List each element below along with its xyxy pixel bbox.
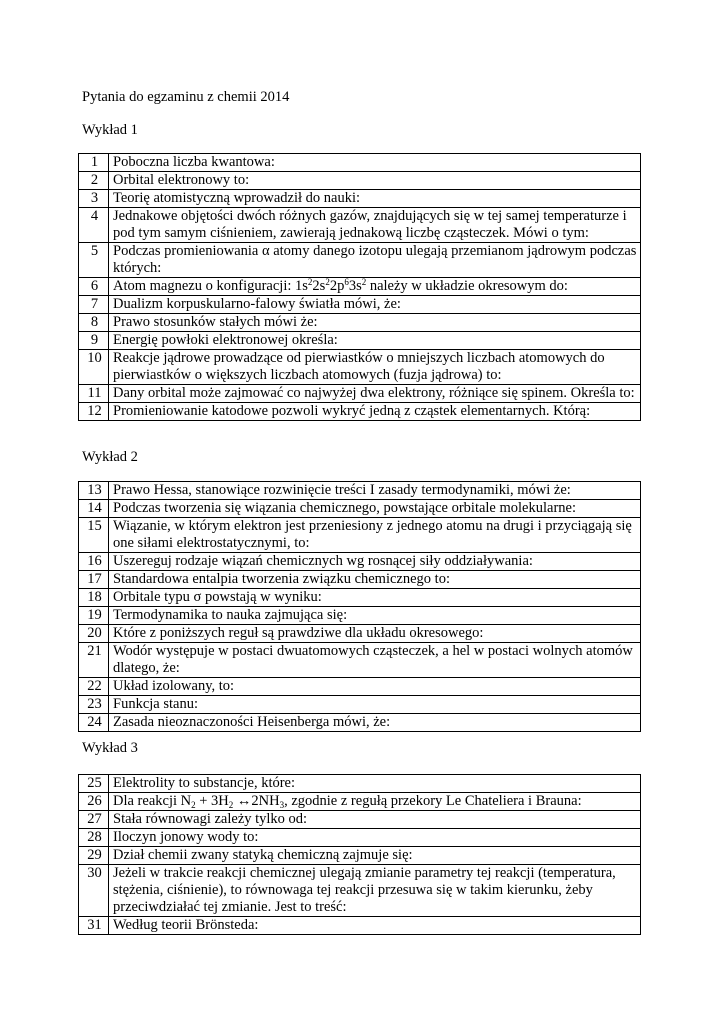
question-number: 23	[79, 696, 109, 714]
question-text-part: 3s	[348, 278, 362, 294]
question-text-part: należy w układzie okresowym do:	[366, 278, 568, 294]
question-text-part: Dla reakcji N	[113, 793, 192, 809]
question-text: Poboczna liczba kwantowa:	[109, 154, 641, 172]
question-number: 26	[79, 793, 109, 811]
question-number: 16	[79, 553, 109, 571]
question-row-31	[79, 917, 641, 935]
question-text-part: + 3H	[195, 793, 229, 809]
question-text: Promieniowanie katodowe pozwoli wykryć jedną z cząstek elementarnych. Którą:	[109, 403, 641, 421]
question-number: 28	[79, 829, 109, 847]
question-row-7	[79, 296, 641, 314]
question-text: Uszereguj rodzaje wiązań chemicznych wg rosnącej siły oddziaływania:	[109, 553, 641, 571]
question-number: 1	[79, 154, 109, 172]
question-text: Wiązanie, w którym elektron jest przeniesiony z jednego atomu na drugi i przyciągają się one siłami elektrostatycznymi, to:	[109, 518, 641, 553]
question-number: 21	[79, 643, 109, 678]
lecture-3-heading: Wykład 3	[82, 740, 138, 756]
question-row-9	[79, 332, 641, 350]
question-text	[109, 793, 641, 811]
question-row-19	[79, 607, 641, 625]
question-text: Które z poniższych reguł są prawdziwe dla układu okresowego:	[109, 625, 641, 643]
question-text-part: 2s	[312, 278, 326, 294]
question-number: 6	[79, 278, 109, 296]
question-text: Reakcje jądrowe prowadzące od pierwiastków o mniejszych liczbach atomowych do pierwiastków o większych liczbach atomowych (fuzja jądrowa) to:	[109, 350, 641, 385]
question-text: Stała równowagi zależy tylko od:	[109, 811, 641, 829]
question-row-14	[79, 500, 641, 518]
question-row-25	[79, 775, 641, 793]
lecture-2-table	[78, 481, 641, 732]
question-number: 30	[79, 865, 109, 917]
question-number: 5	[79, 243, 109, 278]
document-title: Pytania do egzaminu z chemii 2014	[82, 89, 290, 105]
question-text: Prawo Hessa, stanowiące rozwinięcie treści I zasady termodynamiki, mówi że:	[109, 482, 641, 500]
question-text: Układ izolowany, to:	[109, 678, 641, 696]
question-row-28	[79, 829, 641, 847]
lecture-2-heading: Wykład 2	[82, 449, 138, 465]
question-row-17	[79, 571, 641, 589]
question-text: Orbitale typu σ powstają w wyniku:	[109, 589, 641, 607]
question-row-22	[79, 678, 641, 696]
question-row-13	[79, 482, 641, 500]
question-row-2	[79, 172, 641, 190]
question-text: Zasada nieoznaczoności Heisenberga mówi, że:	[109, 714, 641, 732]
question-text-part: Atom magnezu o konfiguracji: 1s	[113, 278, 308, 294]
question-number: 18	[79, 589, 109, 607]
lecture-1-table	[78, 153, 641, 421]
question-row-30	[79, 865, 641, 917]
superscript: 6	[344, 277, 349, 287]
question-number: 3	[79, 190, 109, 208]
question-number: 12	[79, 403, 109, 421]
lecture-1-heading: Wykład 1	[82, 122, 138, 138]
question-text-part: ↔2NH	[233, 793, 280, 809]
question-number: 13	[79, 482, 109, 500]
question-text: Jednakowe objętości dwóch różnych gazów, znajdujących się w tej samej temperaturze i pod tym samym ciśnieniem, zawierają jednakową liczbę cząsteczek. Mówi o tym:	[109, 208, 641, 243]
question-text: Teorię atomistyczną wprowadził do nauki:	[109, 190, 641, 208]
question-text	[109, 278, 641, 296]
question-row-1	[79, 154, 641, 172]
question-text: Funkcja stanu:	[109, 696, 641, 714]
question-number: 20	[79, 625, 109, 643]
question-number: 27	[79, 811, 109, 829]
question-text: Energię powłoki elektronowej określa:	[109, 332, 641, 350]
question-row-18	[79, 589, 641, 607]
question-text: Jeżeli w trakcie reakcji chemicznej ulegają zmianie parametry tej reakcji (temperatura, stężenia, ciśnienie), to równowaga tej reakcji przesuwa się w takim kierunku, żeby przeciwdziałać tej zmianie. Jest to treść:	[109, 865, 641, 917]
question-row-3	[79, 190, 641, 208]
lecture-3-table	[78, 774, 641, 935]
question-number: 29	[79, 847, 109, 865]
question-text: Standardowa entalpia tworzenia związku chemicznego to:	[109, 571, 641, 589]
question-number: 17	[79, 571, 109, 589]
question-text-part: , zgodnie z regułą przekory Le Chateliera i Brauna:	[284, 793, 582, 809]
question-text: Według teorii Brönsteda:	[109, 917, 641, 935]
subscript: 3	[279, 800, 285, 810]
question-row-23	[79, 696, 641, 714]
question-number: 19	[79, 607, 109, 625]
question-row-20	[79, 625, 641, 643]
question-row-10	[79, 350, 641, 385]
question-text: Termodynamika to nauka zajmująca się:	[109, 607, 641, 625]
question-text: Orbital elektronowy to:	[109, 172, 641, 190]
question-row-21	[79, 643, 641, 678]
question-number: 15	[79, 518, 109, 553]
question-row-8	[79, 314, 641, 332]
question-row-5	[79, 243, 641, 278]
question-number: 7	[79, 296, 109, 314]
subscript: 2	[228, 800, 234, 810]
question-row-27	[79, 811, 641, 829]
question-text: Dany orbital może zajmować co najwyżej dwa elektrony, różniące się spinem. Określa to:	[109, 385, 641, 403]
question-number: 10	[79, 350, 109, 385]
question-row-15	[79, 518, 641, 553]
superscript: 2	[361, 277, 367, 287]
question-row-4	[79, 208, 641, 243]
subscript: 2	[191, 800, 196, 810]
question-text: Podczas tworzenia się wiązania chemicznego, powstające orbitale molekularne:	[109, 500, 641, 518]
question-row-24	[79, 714, 641, 732]
question-number: 25	[79, 775, 109, 793]
question-number: 31	[79, 917, 109, 935]
question-number: 14	[79, 500, 109, 518]
question-row-12	[79, 403, 641, 421]
question-text: Elektrolity to substancje, które:	[109, 775, 641, 793]
question-text: Podczas promieniowania α atomy danego izotopu ulegają przemianom jądrowym podczas których:	[109, 243, 641, 278]
question-number: 24	[79, 714, 109, 732]
question-row-26	[79, 793, 641, 811]
question-text-part: 2p	[329, 278, 345, 294]
question-number: 2	[79, 172, 109, 190]
question-number: 4	[79, 208, 109, 243]
superscript: 2	[325, 277, 330, 287]
question-text: Dział chemii zwany statyką chemiczną zajmuje się:	[109, 847, 641, 865]
question-number: 8	[79, 314, 109, 332]
question-text: Iloczyn jonowy wody to:	[109, 829, 641, 847]
question-number: 22	[79, 678, 109, 696]
question-text: Wodór występuje w postaci dwuatomowych cząsteczek, a hel w postaci wolnych atomów dlatego, że:	[109, 643, 641, 678]
question-row-29	[79, 847, 641, 865]
question-row-6	[79, 278, 641, 296]
question-row-16	[79, 553, 641, 571]
question-row-11	[79, 385, 641, 403]
question-text: Prawo stosunków stałych mówi że:	[109, 314, 641, 332]
question-text: Dualizm korpuskularno-falowy światła mówi, że:	[109, 296, 641, 314]
question-number: 11	[79, 385, 109, 403]
superscript: 2	[307, 277, 313, 287]
question-number: 9	[79, 332, 109, 350]
